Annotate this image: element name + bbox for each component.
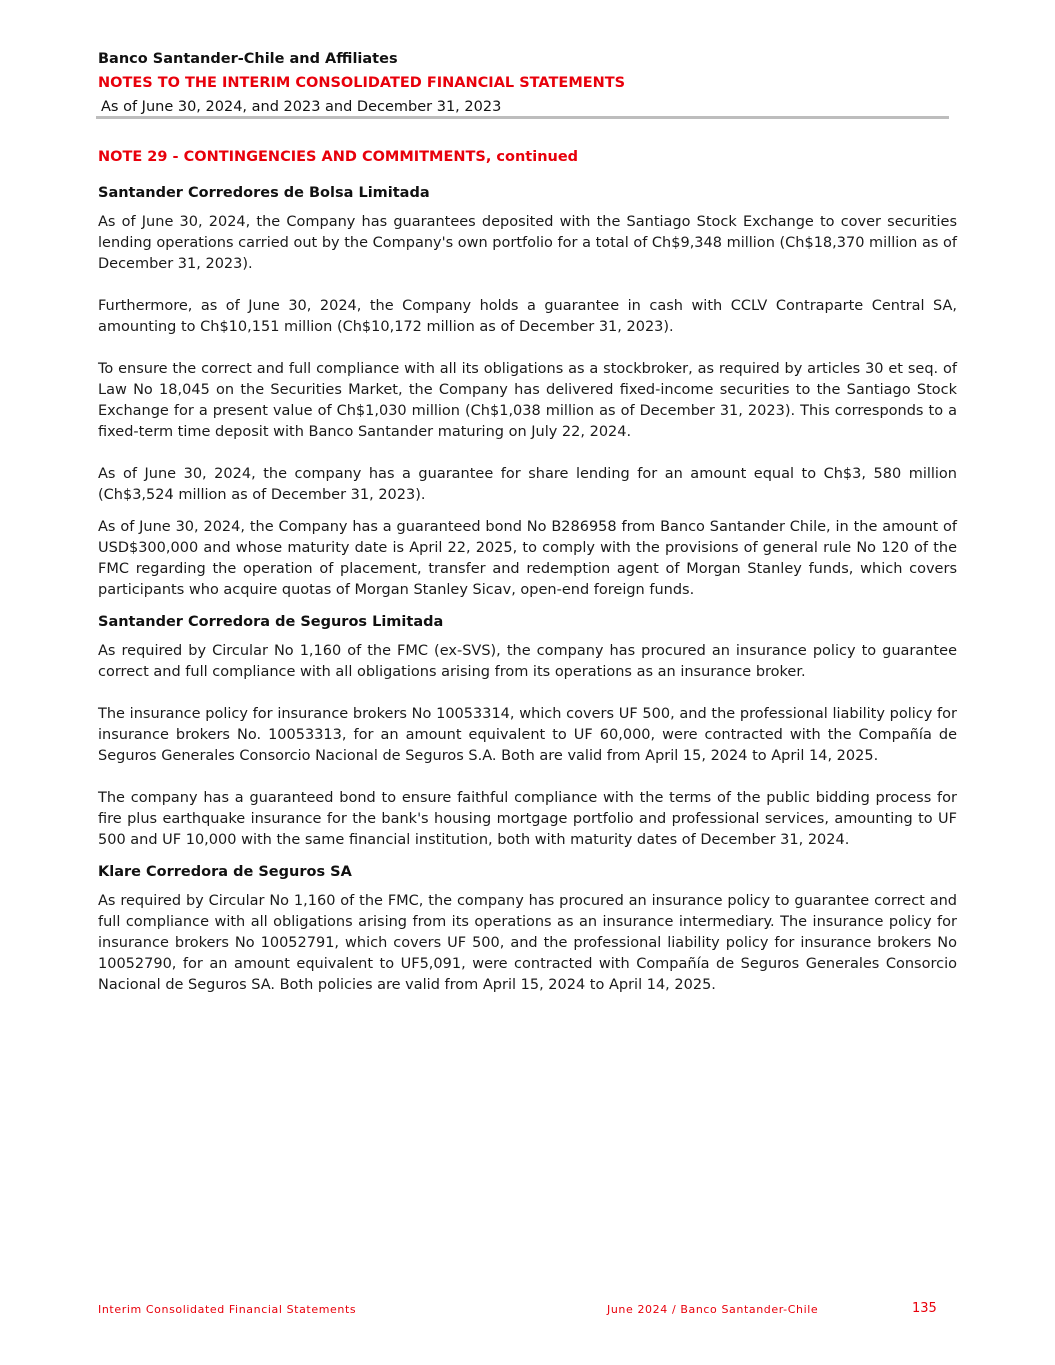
paragraph: To ensure the correct and full compliance with all its obligations as a stockbroker, as required by articles 30 et seq. of Law No 18,045 on the Securities Market, the Company has delivered fixed-income securities to the Santiago Stock Exchange for a present value of Ch$1,030 million (Ch$1,038 million as of December 31, 2023). This corresponds to a fixed-term time deposit with Banco Santander maturing on July 22, 2024. (98, 361, 957, 440)
note-title: NOTE 29 - CONTINGENCIES AND COMMITMENTS, continued (98, 149, 579, 165)
date-line: As of June 30, 2024, and 2023 and December 31, 2023 (101, 99, 502, 115)
notes-title: NOTES TO THE INTERIM CONSOLIDATED FINANCIAL STATEMENTS (98, 75, 626, 91)
paragraph: As required by Circular No 1,160 of the FMC, the company has procured an insurance policy to guarantee correct and full compliance with all obligations arising from its operations as an insurance intermediary. The insurance policy for insurance brokers No 10052791, which covers UF 500, and the professional liability policy for insurance brokers No 10052790, for an amount equivalent to UF5,091, were contracted with Compañía de Seguros Generales Consorcio Nacional de Seguros SA. Both policies are valid from April 15, 2024 to April 14, 2025. (98, 893, 957, 993)
company-name: Banco Santander-Chile and Affiliates (98, 51, 398, 67)
document-body (98, 147, 957, 1017)
section-title: Santander Corredores de Bolsa Limitada (98, 185, 430, 201)
paragraph: As of June 30, 2024, the company has a guarantee for share lending for an amount equal to Ch$3, 580 million (Ch$3,524 million as of December 31, 2023). (98, 466, 957, 503)
page-number: 135 (912, 1301, 937, 1316)
footer-period: June 2024 / Banco Santander-Chile (607, 1303, 819, 1316)
footer-document-title: Interim Consolidated Financial Statements (98, 1303, 357, 1316)
paragraph: As of June 30, 2024, the Company has a guaranteed bond No B286958 from Banco Santander Chile, in the amount of USD$300,000 and whose maturity date is April 22, 2025, to comply with the provisions of general rule No 120 of the FMC regarding the operation of placement, transfer and redemption agent of Morgan Stanley funds, which covers participants who acquire quotas of Morgan Stanley Sicav, open-end foreign funds. (98, 519, 957, 598)
paragraph: As required by Circular No 1,160 of the FMC (ex-SVS), the company has procured an insurance policy to guarantee correct and full compliance with all obligations arising from its operations as an insurance broker. (98, 643, 957, 680)
paragraph: As of June 30, 2024, the Company has guarantees deposited with the Santiago Stock Exchange to cover securities lending operations carried out by the Company's own portfolio for a total of Ch$9,348 million (Ch$18,370 million as of December 31, 2023). (98, 214, 957, 272)
section-title: Klare Corredora de Seguros SA (98, 864, 352, 880)
paragraph: Furthermore, as of June 30, 2024, the Company holds a guarantee in cash with CCLV Contraparte Central SA, amounting to Ch$10,151 million (Ch$10,172 million as of December 31, 2023). (98, 298, 957, 335)
section-title: Santander Corredora de Seguros Limitada (98, 614, 444, 630)
paragraph: The insurance policy for insurance brokers No 10053314, which covers UF 500, and the professional liability policy for insurance brokers No. 10053313, for an amount equivalent to UF 60,000, were contracted with the Compañía de Seguros Generales Consorcio Nacional de Seguros S.A. Both are valid from April 15, 2024 to April 14, 2025. (98, 706, 957, 764)
paragraph: The company has a guaranteed bond to ensure faithful compliance with the terms of the public bidding process for fire plus earthquake insurance for the bank's housing mortgage portfolio and professional services, amounting to UF 500 and UF 10,000 with the same financial institution, both with maturity dates of December 31, 2024. (98, 790, 957, 848)
header-divider (96, 116, 949, 119)
